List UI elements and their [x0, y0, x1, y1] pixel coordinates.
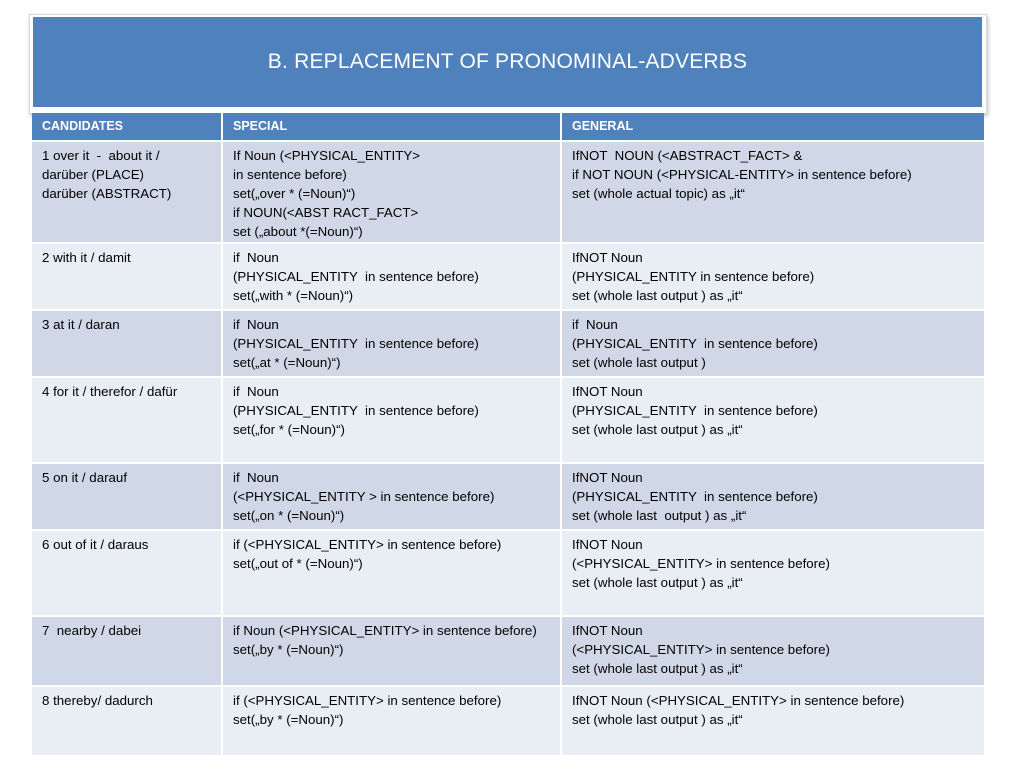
cell-line: (PHYSICAL_ENTITY in sentence before): [572, 489, 818, 504]
slide-title: B. REPLACEMENT OF PRONOMINAL-ADVERBS: [267, 50, 748, 73]
table-row: [32, 686, 984, 756]
cell-line: set(„at * (=Noun)“): [233, 355, 341, 370]
cell-candidates: [32, 243, 222, 310]
table-row: [32, 377, 984, 463]
cell-line: set(„out of * (=Noun)“): [233, 556, 363, 571]
cell-general: [561, 463, 984, 530]
cell-special: [222, 243, 561, 310]
cell-candidates: [32, 463, 222, 530]
cell-line: IfNOT Noun (<PHYSICAL_ENTITY> in sentence before): [572, 693, 905, 708]
cell-line: IfNOT Noun: [572, 537, 643, 552]
cell-line: in sentence before): [233, 167, 347, 182]
cell-line: 1 over it - about it /: [42, 148, 160, 163]
cell-line: set(„by * (=Noun)“): [233, 712, 344, 727]
cell-line: (PHYSICAL_ENTITY in sentence before): [233, 269, 479, 284]
cell-line: IfNOT Noun: [572, 384, 643, 399]
cell-special: [222, 686, 561, 756]
header-general: GENERAL: [561, 113, 984, 141]
cell-general: [561, 310, 984, 377]
cell-line: IfNOT Noun: [572, 250, 643, 265]
table-row: [32, 243, 984, 310]
cell-special: [222, 377, 561, 463]
cell-line: IfNOT Noun: [572, 623, 643, 638]
cell-line: set(„for * (=Noun)“): [233, 422, 345, 437]
cell-line: (PHYSICAL_ENTITY in sentence before): [233, 403, 479, 418]
cell-line: 3 at it / daran: [42, 317, 120, 332]
cell-line: 5 on it / darauf: [42, 470, 128, 485]
cell-line: set(„by * (=Noun)“): [233, 642, 344, 657]
pronominal-adverbs-table: [32, 113, 984, 757]
cell-line: set (whole actual topic) as „it“: [572, 186, 745, 201]
cell-line: IfNOT Noun: [572, 470, 643, 485]
cell-general: [561, 243, 984, 310]
header-candidates: CANDIDATES: [32, 113, 222, 141]
cell-special: [222, 310, 561, 377]
cell-line: if Noun (<PHYSICAL_ENTITY> in sentence before): [233, 623, 537, 638]
cell-line: If Noun (<PHYSICAL_ENTITY>: [233, 148, 420, 163]
cell-line: set(„on * (=Noun)“): [233, 508, 345, 523]
table-row: [32, 141, 984, 243]
table-row: [32, 463, 984, 530]
cell-line: set (whole last output ) as „it“: [572, 575, 743, 590]
cell-line: if Noun: [233, 250, 279, 265]
cell-line: IfNOT NOUN (<ABSTRACT_FACT> &: [572, 148, 803, 163]
title-bar: [33, 17, 982, 107]
cell-line: (<PHYSICAL_ENTITY> in sentence before): [572, 556, 830, 571]
cell-line: 2 with it / damit: [42, 250, 131, 265]
cell-line: set (whole last output ) as „it“: [572, 661, 743, 676]
cell-candidates: [32, 616, 222, 686]
cell-line: set (whole last output ) as „it“: [572, 712, 743, 727]
cell-line: 6 out of it / daraus: [42, 537, 149, 552]
cell-candidates: [32, 141, 222, 243]
cell-general: [561, 616, 984, 686]
table-header-row: [32, 113, 984, 141]
cell-line: set (whole last output ) as „it“: [572, 508, 747, 523]
cell-line: (PHYSICAL_ENTITY in sentence before): [572, 336, 818, 351]
table-row: [32, 530, 984, 616]
cell-line: set(„with * (=Noun)“): [233, 288, 354, 303]
cell-line: if Noun: [233, 317, 279, 332]
cell-line: (<PHYSICAL_ENTITY> in sentence before): [572, 642, 830, 657]
cell-general: [561, 686, 984, 756]
cell-special: [222, 141, 561, 243]
cell-line: if (<PHYSICAL_ENTITY> in sentence before): [233, 537, 502, 552]
cell-special: [222, 530, 561, 616]
cell-line: set (whole last output ) as „it“: [572, 288, 743, 303]
cell-candidates: [32, 310, 222, 377]
cell-line: if Noun: [233, 384, 279, 399]
table-row: [32, 616, 984, 686]
cell-line: darüber (ABSTRACT): [42, 186, 172, 201]
cell-general: [561, 141, 984, 243]
cell-candidates: [32, 686, 222, 756]
cell-line: 7 nearby / dabei: [42, 623, 142, 638]
cell-line: (PHYSICAL_ENTITY in sentence before): [572, 403, 818, 418]
cell-line: 8 thereby/ dadurch: [42, 693, 153, 708]
cell-line: if Noun: [233, 470, 279, 485]
cell-special: [222, 463, 561, 530]
cell-line: set (whole last output ): [572, 355, 706, 370]
cell-line: darüber (PLACE): [42, 167, 144, 182]
cell-special: [222, 616, 561, 686]
cell-line: set (whole last output ) as „it“: [572, 422, 743, 437]
header-special: SPECIAL: [222, 113, 561, 141]
cell-line: (PHYSICAL_ENTITY in sentence before): [572, 269, 815, 284]
cell-line: if NOUN(<ABST RACT_FACT>: [233, 205, 419, 220]
cell-line: if Noun: [572, 317, 618, 332]
cell-line: set(„over * (=Noun)“): [233, 186, 356, 201]
cell-line: (PHYSICAL_ENTITY in sentence before): [233, 336, 479, 351]
cell-line: if (<PHYSICAL_ENTITY> in sentence before): [233, 693, 502, 708]
cell-general: [561, 530, 984, 616]
cell-general: [561, 377, 984, 463]
cell-candidates: [32, 377, 222, 463]
table-row: [32, 310, 984, 377]
cell-line: (<PHYSICAL_ENTITY > in sentence before): [233, 489, 495, 504]
cell-line: set („about *(=Noun)“): [233, 224, 363, 239]
cell-line: if NOT NOUN (<PHYSICAL-ENTITY> in sentence before): [572, 167, 912, 182]
cell-candidates: [32, 530, 222, 616]
cell-line: 4 for it / therefor / dafür: [42, 384, 178, 399]
